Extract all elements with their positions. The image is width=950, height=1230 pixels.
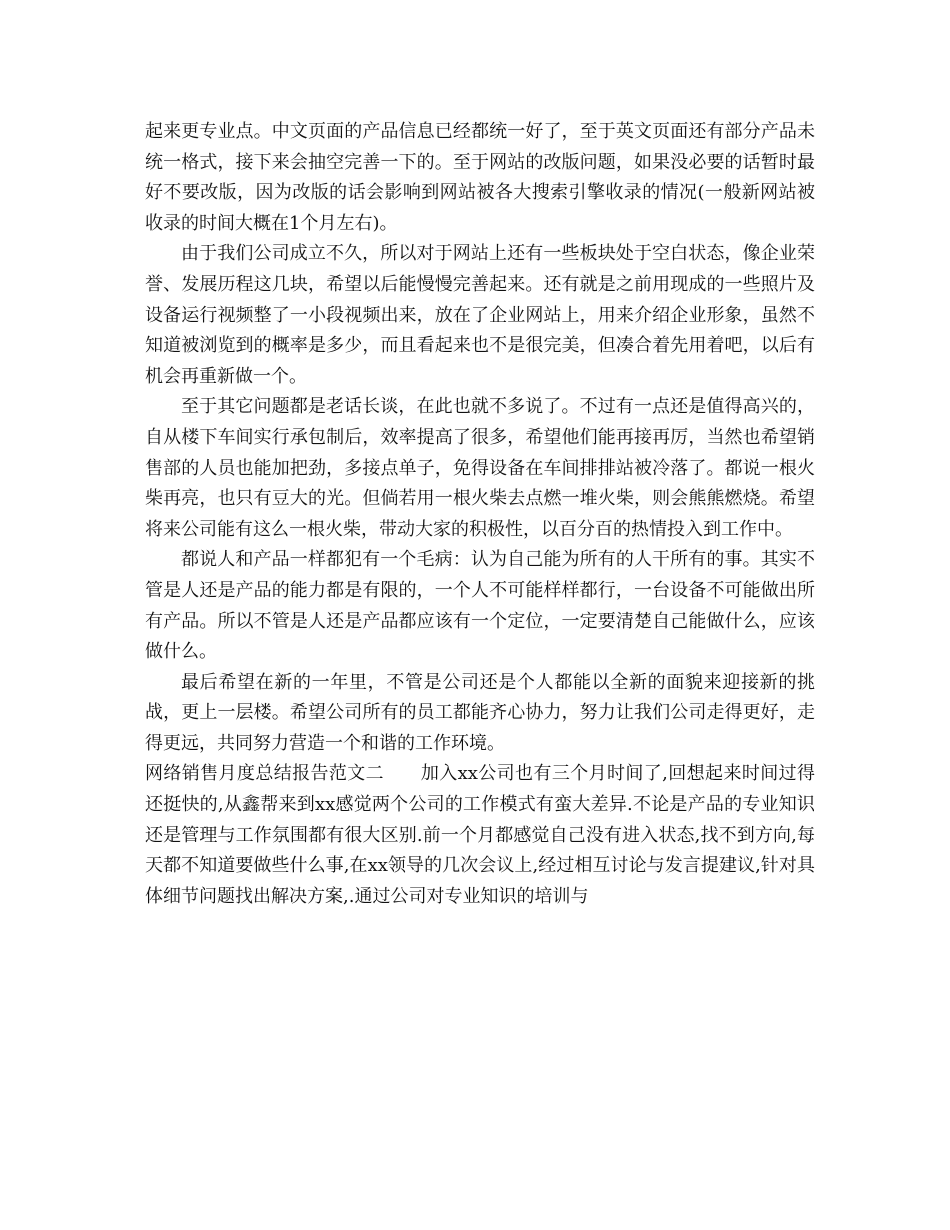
paragraph-4: 都说人和产品一样都犯有一个毛病：认为自己能为所有的人干所有的事。其实不管是人还是产品的能力都是有限的，一个人不可能样样都行，一台设备不可能做出所有产品。所以不管是人还是产品都应该有一个定位，一定要清楚自己能做什么，应该做什么。 <box>145 549 815 663</box>
paragraph-2: 由于我们公司成立不久，所以对于网站上还有一些板块处于空白状态，像企业荣誉、发展历程这几块，希望以后能慢慢完善起来。还有就是之前用现成的一些照片及设备运行视频整了一小段视频出来，放在了企业网站上，用来介绍企业形象，虽然不知道被浏览到的概率是多少，而且看起来也不是很完美，但凑合着先用着吧，以后有机会再重新做一个。 <box>145 243 815 387</box>
paragraph-6: 网络销售月度总结报告范文二 加入xx公司也有三个月时间了,回想起来时间过得还挺快的,从鑫帮来到xx感觉两个公司的工作模式有蛮大差异.不论是产品的专业知识还是管理与工作氛围都有很大区别.前一个月都感觉自己没有进入状态,找不到方向,每天都不知道要做些什么事,在xx领导的几次会议上,经过相互讨论与发言提建议,针对具体细节问题找出解决方案,.通过公司对专业知识的培训与 <box>145 763 815 907</box>
paragraph-3: 至于其它问题都是老话长谈，在此也就不多说了。不过有一点还是值得高兴的，自从楼下车间实行承包制后，效率提高了很多，希望他们能再接再厉，当然也希望销售部的人员也能加把劲，多接点单子，免得设备在车间排排站被冷落了。都说一根火柴再亮，也只有豆大的光。但倘若用一根火柴去点燃一堆火柴，则会熊熊燃烧。希望将来公司能有这么一根火柴，带动大家的积极性，以百分百的热情投入到工作中。 <box>145 396 815 540</box>
paragraph-1: 起来更专业点。中文页面的产品信息已经都统一好了，至于英文页面还有部分产品未统一格式，接下来会抽空完善一下的。至于网站的改版问题，如果没必要的话暂时最好不要改版，因为改版的话会影响到网站被各大搜索引擎收录的情况(一般新网站被收录的时间大概在1个月左右)。 <box>145 121 815 234</box>
paragraph-5: 最后希望在新的一年里，不管是公司还是个人都能以全新的面貌来迎接新的挑战，更上一层楼。希望公司所有的员工都能齐心协力，努力让我们公司走得更好，走得更远，共同努力营造一个和谐的工作环境。 <box>145 671 815 754</box>
document-body <box>145 117 815 912</box>
